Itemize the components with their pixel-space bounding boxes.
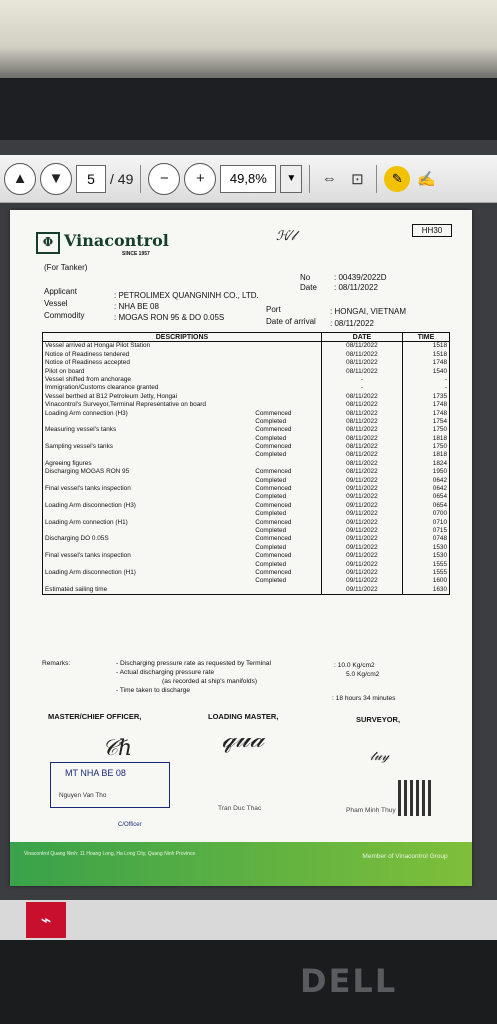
document-page — [10, 210, 472, 886]
row-time: 0642 — [402, 477, 449, 485]
row-description: Discharging MOGAS RON 95 — [43, 468, 254, 476]
row-date: 09/11/2022 — [321, 493, 402, 501]
row-description: Loading Arm disconnection (H3) — [43, 502, 254, 510]
row-description: Vinacontrol's Surveyor,Terminal Representative on board — [43, 401, 254, 409]
row-date: 08/11/2022 — [321, 418, 402, 426]
table-row — [43, 535, 450, 543]
row-status: Completed — [255, 476, 287, 484]
row-date: 09/11/2022 — [321, 535, 402, 543]
row-status — [253, 368, 321, 376]
row-time: 0700 — [402, 510, 449, 518]
row-status — [253, 401, 321, 409]
pdf-app-icon[interactable]: ⌁ — [26, 902, 66, 938]
arrival-label: Date of arrival — [266, 317, 316, 326]
table-row — [43, 586, 450, 595]
zoom-input[interactable]: 49,8% — [220, 165, 276, 193]
table-row — [43, 561, 450, 569]
row-status: Commenced — [255, 501, 292, 509]
table-row — [43, 527, 450, 535]
row-date: 08/11/2022 — [321, 393, 402, 401]
row-time: 1555 — [402, 569, 449, 577]
row-status — [253, 586, 321, 595]
pdf-toolbar — [0, 155, 497, 203]
signature-master: 𝒞ℏ — [102, 736, 133, 761]
vessel-value: : NHA BE 08 — [114, 302, 159, 311]
row-date: 08/11/2022 — [321, 351, 402, 359]
row-time: 1530 — [402, 552, 449, 560]
table-row — [43, 502, 450, 510]
row-date: 09/11/2022 — [321, 519, 402, 527]
row-time: 1518 — [402, 342, 449, 351]
row-status: Completed — [255, 417, 287, 425]
row-description: Notice of Readiness accepted — [43, 359, 254, 367]
row-time: 1748 — [402, 359, 449, 367]
document-footer — [10, 842, 472, 886]
row-description — [43, 435, 254, 443]
vessel-stamp — [50, 762, 170, 808]
row-date: 08/11/2022 — [321, 468, 402, 476]
role-loading-master: LOADING MASTER, — [208, 712, 279, 721]
row-time: 0654 — [402, 502, 449, 510]
row-date: 09/11/2022 — [321, 577, 402, 585]
row-description — [43, 527, 254, 535]
since-label: SINCE 1957 — [122, 251, 150, 257]
row-date: 09/11/2022 — [321, 502, 402, 510]
minus-circle-icon[interactable]: − — [148, 163, 180, 195]
header-date: DATE — [321, 333, 402, 342]
row-time: 1530 — [402, 544, 449, 552]
row-status — [253, 460, 321, 468]
name-surveyor: Pham Minh Thuy — [346, 807, 396, 814]
row-time: 1630 — [402, 586, 449, 595]
row-description — [43, 451, 254, 459]
row-description: Vessel shifted from anchorage — [43, 376, 254, 384]
row-description: Agreeing figures — [43, 460, 254, 468]
row-status: Completed — [255, 510, 287, 518]
table-row — [43, 393, 450, 401]
row-description: Measuring vessel's tanks — [43, 426, 254, 434]
table-row — [43, 426, 450, 434]
toolbar-divider — [140, 165, 141, 193]
row-description: Discharging DO 0.05S — [43, 535, 254, 543]
row-description — [43, 510, 254, 518]
row-date: 08/11/2022 — [321, 410, 402, 418]
row-status: Completed — [255, 543, 287, 551]
row-status: Completed — [255, 577, 287, 585]
row-status: Commenced — [255, 535, 292, 543]
fit-width-icon[interactable]: ⇔ — [321, 170, 337, 187]
qr-code — [398, 780, 434, 816]
remark-3: (as recorded at ship's manifolds) — [162, 678, 258, 685]
table-row — [43, 435, 450, 443]
row-time: 1818 — [402, 435, 449, 443]
chevron-down-icon[interactable]: ▼ — [280, 165, 302, 193]
commodity-value: : MOGAS RON 95 & DO 0.05S — [114, 313, 225, 322]
row-time: 1748 — [402, 410, 449, 418]
table-row — [43, 410, 450, 418]
row-time: 1950 — [402, 468, 449, 476]
row-date: 09/11/2022 — [321, 569, 402, 577]
applicant-value: : PETROLIMEX QUANGNINH CO., LTD. — [114, 291, 259, 300]
row-time: 1735 — [402, 393, 449, 401]
stamp-text: MT NHA BE 08 — [65, 768, 126, 778]
table-row — [43, 418, 450, 426]
row-time: 1824 — [402, 460, 449, 468]
monitor-bezel — [0, 78, 497, 140]
footer-member: Member of Vinacontrol Group — [362, 853, 448, 860]
row-time: 1818 — [402, 451, 449, 459]
table-row — [43, 401, 450, 409]
table-row — [43, 552, 450, 560]
signature-surveyor: 𝓉𝓊𝓎 — [370, 749, 390, 764]
remark-4-value: : 18 hours 34 minutes — [332, 695, 396, 702]
row-status: Commenced — [255, 409, 292, 417]
row-status — [253, 351, 321, 359]
row-status: Commenced — [255, 485, 292, 493]
arrow-down-icon[interactable]: ▼ — [40, 163, 72, 195]
row-status — [253, 384, 321, 392]
table-row — [43, 342, 450, 351]
row-status: Completed — [255, 526, 287, 534]
table-row — [43, 485, 450, 493]
row-time: 1518 — [402, 351, 449, 359]
row-status: Completed — [255, 451, 287, 459]
header-descriptions: DESCRIPTIONS — [43, 333, 322, 342]
row-date: 09/11/2022 — [321, 510, 402, 518]
logo-mark-icon: Φ — [36, 232, 60, 254]
remark-2: - Actual discharging pressure rate — [116, 669, 215, 676]
row-time: 1555 — [402, 561, 449, 569]
taskbar — [0, 900, 497, 940]
remark-1-value: : 10.0 Kg/cm2 — [334, 662, 375, 669]
row-description — [43, 561, 254, 569]
table-row — [43, 368, 450, 376]
row-time: 1754 — [402, 418, 449, 426]
row-time: 1750 — [402, 426, 449, 434]
fit-page-icon[interactable]: ⊡ — [351, 170, 364, 188]
table-row — [43, 351, 450, 359]
row-description: Final vessel's tanks inspection — [43, 485, 254, 493]
row-date: 08/11/2022 — [321, 435, 402, 443]
for-tanker: (For Tanker) — [44, 263, 88, 272]
background-wall — [0, 0, 497, 78]
date-label: Date — [300, 283, 317, 292]
row-date: 08/11/2022 — [321, 359, 402, 367]
row-description — [43, 544, 254, 552]
row-time: 0654 — [402, 493, 449, 501]
header-time: TIME — [402, 333, 449, 342]
table-row — [43, 443, 450, 451]
row-status: Completed — [255, 434, 287, 442]
page-number-input[interactable]: 5 — [76, 165, 106, 193]
table-row — [43, 577, 450, 585]
table-row — [43, 376, 450, 384]
row-time: 1540 — [402, 368, 449, 376]
row-description — [43, 477, 254, 485]
row-description: Vessel berthed at B12 Petroleum Jetty, Hongai — [43, 393, 254, 401]
row-status: Commenced — [255, 426, 292, 434]
row-description: Immigration/Customs clearance granted — [43, 384, 254, 392]
table-row — [43, 569, 450, 577]
no-value: : 00439/2022D — [334, 273, 387, 282]
comment-icon[interactable]: ✎ — [384, 166, 410, 192]
company-name: Vinacontrol — [64, 231, 169, 250]
table-row — [43, 544, 450, 552]
remark-4: - Time taken to discharge — [116, 687, 191, 694]
table-row — [43, 477, 450, 485]
row-description: Notice of Readiness tendered — [43, 351, 254, 359]
row-date: 08/11/2022 — [321, 443, 402, 451]
row-status: Completed — [255, 560, 287, 568]
remark-2-value: 5.0 Kg/cm2 — [346, 671, 380, 678]
row-date: 09/11/2022 — [321, 544, 402, 552]
row-date: 08/11/2022 — [321, 451, 402, 459]
row-description — [43, 418, 254, 426]
sign-icon[interactable]: ✍ — [417, 170, 436, 188]
row-description — [43, 577, 254, 585]
row-description: Vessel arrived at Hongai Pilot Station — [43, 342, 254, 351]
toolbar-divider — [376, 165, 377, 193]
footer-address: Vinacontrol Quang Ninh: 11 Hoang Long, Ha Long City, Quang Ninh Province — [24, 851, 196, 857]
row-status: Commenced — [255, 443, 292, 451]
row-description: Loading Arm connection (H3) — [43, 410, 254, 418]
row-status — [253, 393, 321, 401]
table-row — [43, 451, 450, 459]
row-date: 09/11/2022 — [321, 485, 402, 493]
row-description — [43, 493, 254, 501]
table-row — [43, 384, 450, 392]
name-loading-master: Tran Duc Thac — [218, 805, 262, 812]
page-total: / 49 — [110, 170, 134, 187]
row-time: 1750 — [402, 443, 449, 451]
row-time: 0748 — [402, 535, 449, 543]
table-row — [43, 519, 450, 527]
row-time: - — [402, 376, 449, 384]
row-date: 08/11/2022 — [321, 368, 402, 376]
date-value: : 08/11/2022 — [334, 283, 378, 292]
plus-circle-icon[interactable]: + — [184, 163, 216, 195]
row-description: Loading Arm connection (H1) — [43, 519, 254, 527]
remark-1: - Discharging pressure rate as requested by Terminal — [116, 660, 271, 667]
row-date: 09/11/2022 — [321, 527, 402, 535]
port-label: Port — [266, 305, 281, 314]
row-description: Sampling vessel's tanks — [43, 443, 254, 451]
row-date: 08/11/2022 — [321, 342, 402, 351]
table-row — [43, 493, 450, 501]
row-status: Commenced — [255, 568, 292, 576]
row-date: 09/11/2022 — [321, 586, 402, 595]
role-master: MASTER/CHIEF OFFICER, — [48, 712, 142, 721]
row-description: Pilot on board — [43, 368, 254, 376]
vessel-label: Vessel — [44, 299, 68, 308]
row-status — [253, 359, 321, 367]
row-status: Commenced — [255, 518, 292, 526]
row-description: Final vessel's tanks inspection — [43, 552, 254, 560]
row-date: 08/11/2022 — [321, 460, 402, 468]
stamp-name: Nguyen Van Tho — [59, 792, 107, 799]
role-surveyor: SURVEYOR, — [356, 715, 401, 724]
table-row — [43, 510, 450, 518]
row-date: 09/11/2022 — [321, 561, 402, 569]
row-status — [253, 342, 321, 351]
row-date: 09/11/2022 — [321, 477, 402, 485]
row-time: 1600 — [402, 577, 449, 585]
initials-signature: ℋ⁄𝓁 — [276, 229, 296, 244]
no-label: No — [300, 273, 311, 282]
row-time: 0642 — [402, 485, 449, 493]
port-value: : HONGAI, VIETNAM — [330, 307, 407, 316]
stamp-sub: C/Officer — [118, 822, 142, 828]
arrival-value: : 08/11/2022 — [330, 319, 374, 328]
row-time: 0715 — [402, 527, 449, 535]
row-description: Estimated sailing time — [43, 586, 254, 595]
row-description: Loading Arm disconnection (H1) — [43, 569, 254, 577]
monitor-brand: DELL — [300, 962, 398, 1000]
row-date: - — [321, 384, 402, 392]
row-date: - — [321, 376, 402, 384]
signature-loading-master: 𝓆𝓊𝒶 — [222, 724, 265, 754]
commodity-label: Commodity — [44, 311, 85, 320]
row-status: Completed — [255, 493, 287, 501]
remarks-label: Remarks: — [42, 660, 71, 667]
row-time: 0710 — [402, 519, 449, 527]
table-row — [43, 468, 450, 476]
applicant-label: Applicant — [44, 287, 77, 296]
row-date: 09/11/2022 — [321, 552, 402, 560]
arrow-up-icon[interactable]: ▲ — [4, 163, 36, 195]
row-date: 08/11/2022 — [321, 401, 402, 409]
row-time: - — [402, 384, 449, 392]
row-date: 08/11/2022 — [321, 426, 402, 434]
form-code: HH30 — [412, 224, 452, 237]
row-status — [253, 376, 321, 384]
row-time: 1748 — [402, 401, 449, 409]
timesheet-table — [42, 332, 450, 595]
table-row — [43, 359, 450, 367]
row-status: Commenced — [255, 552, 292, 560]
toolbar-divider — [309, 165, 310, 193]
row-status: Commenced — [255, 468, 292, 476]
table-row — [43, 460, 450, 468]
